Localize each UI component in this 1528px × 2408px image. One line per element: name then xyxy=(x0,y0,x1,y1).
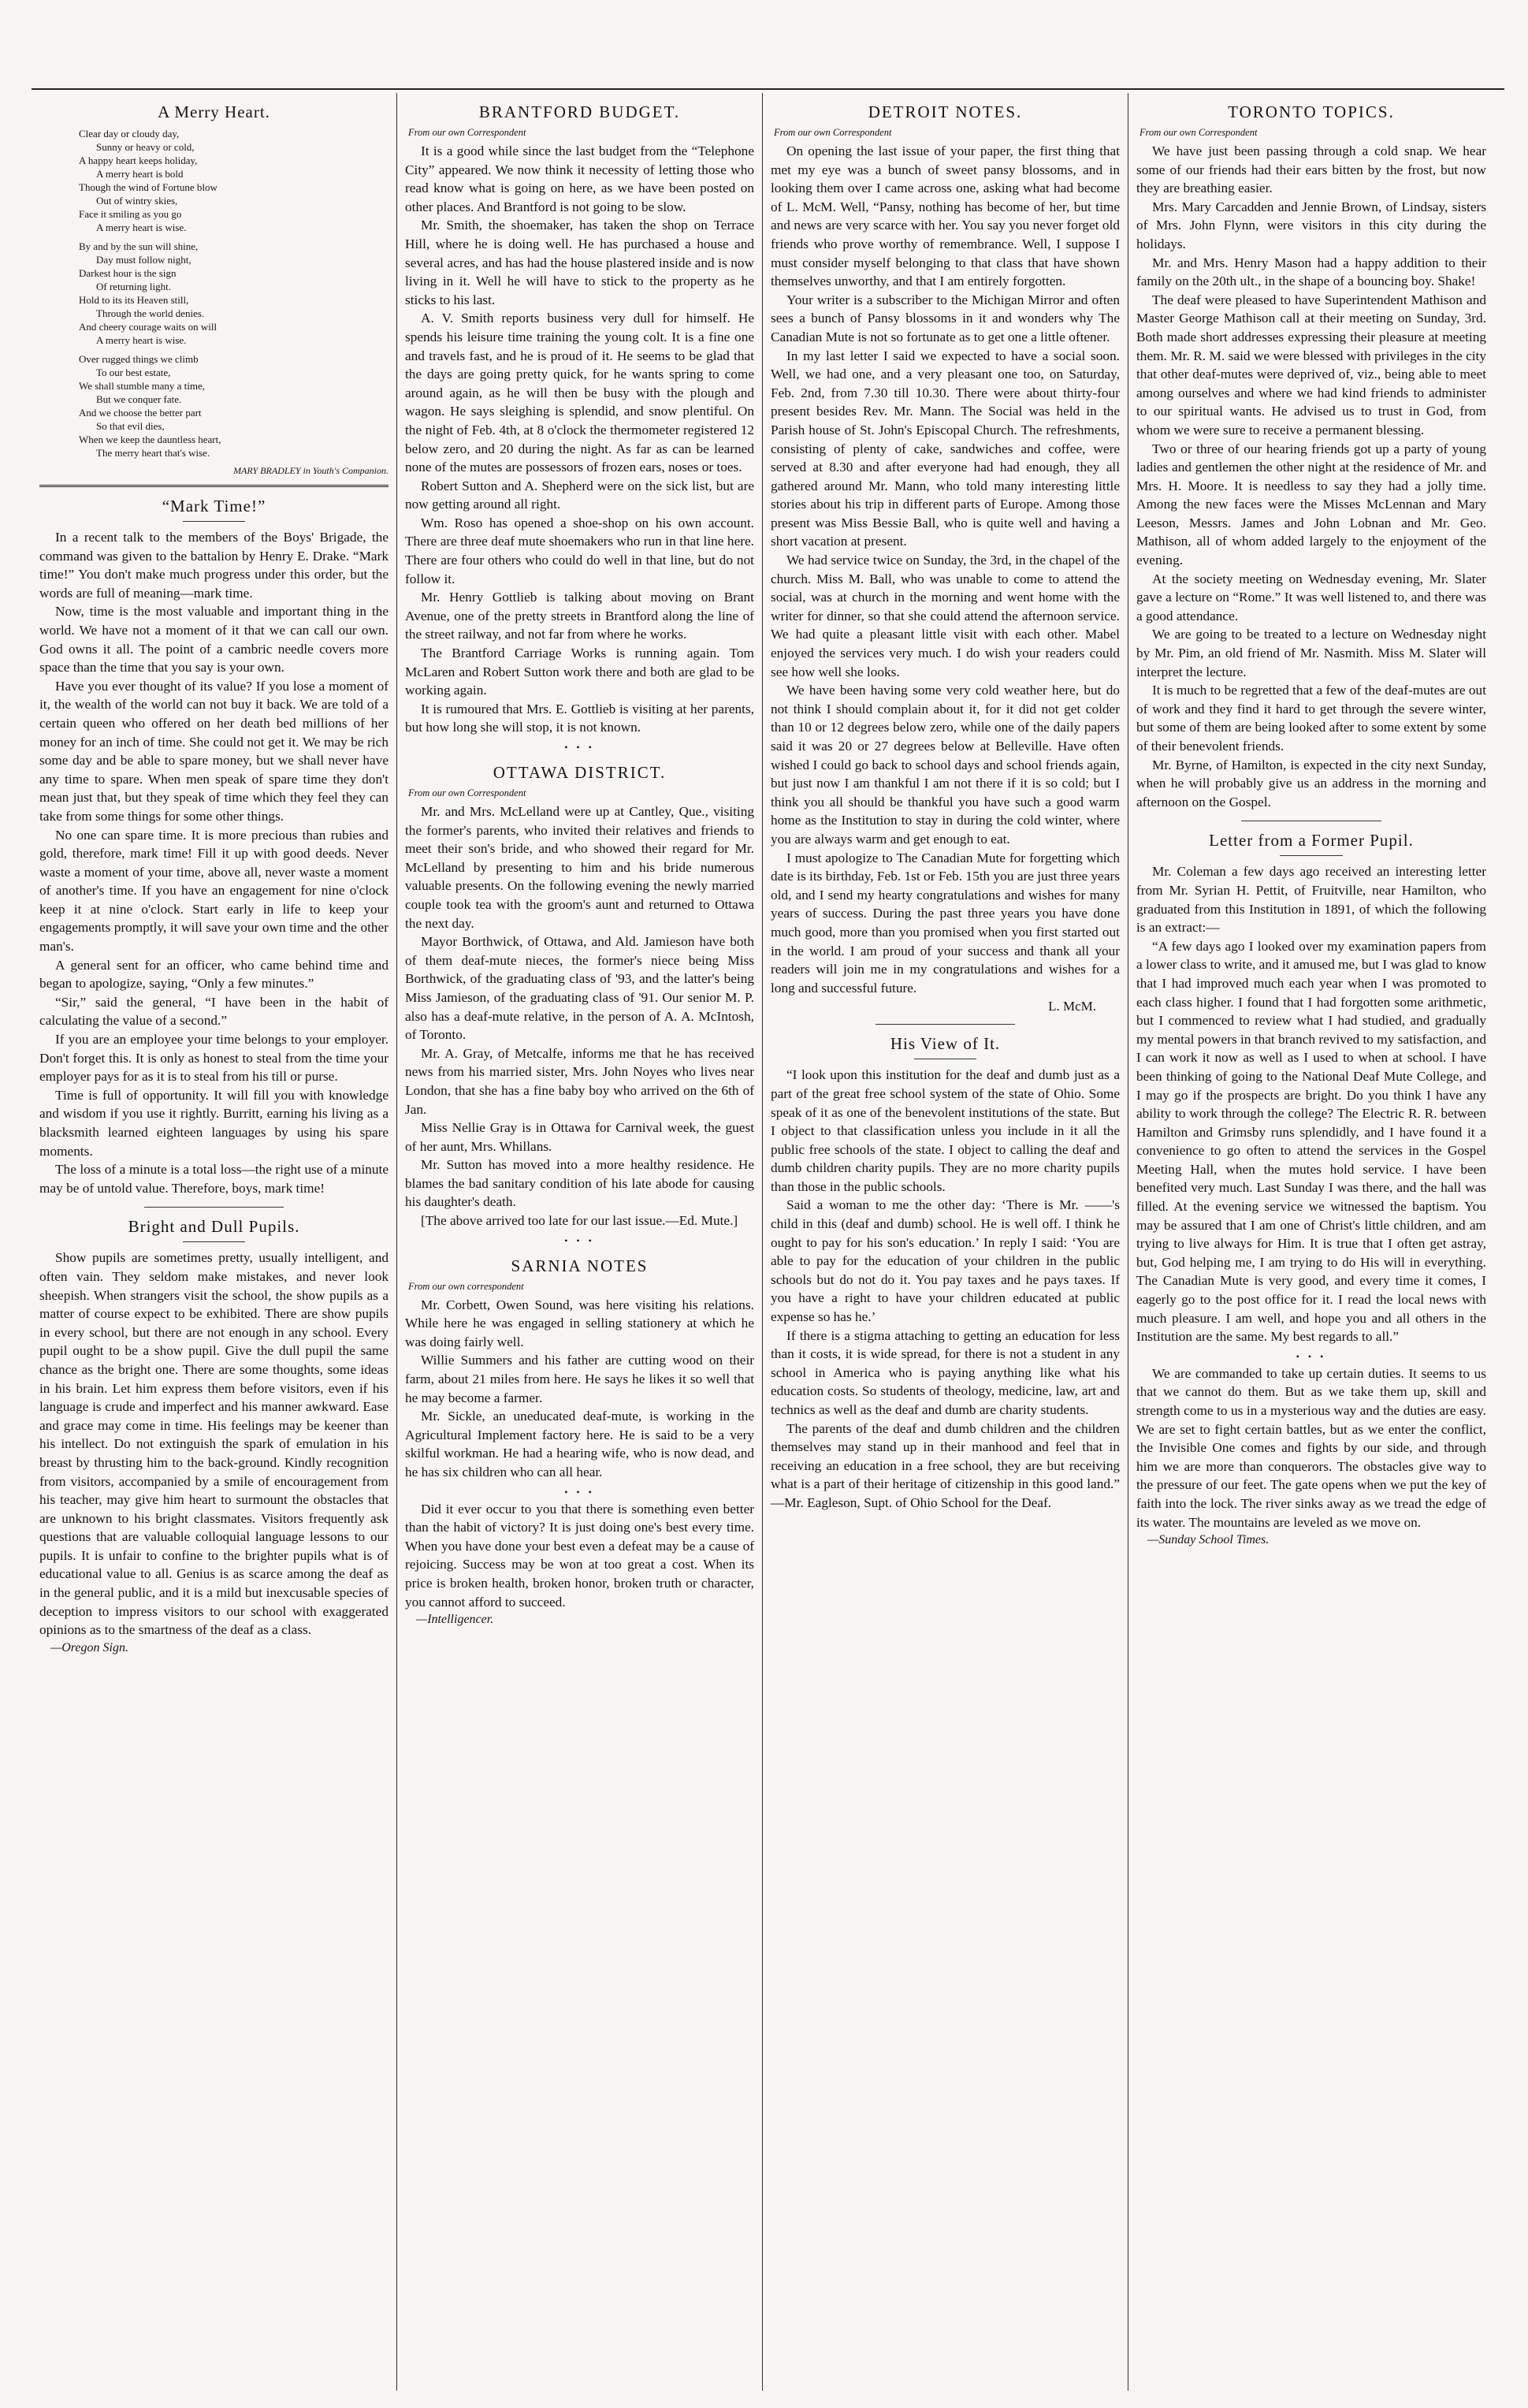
detroit-title: DETROIT NOTES. xyxy=(868,102,1023,121)
paragraph: Mr. Sickle, an uneducated deaf-mute, is working in the Agricultural Implement factory here. He is said to be a very skilful workman. He had a hearing wife, who is now dead, and he has six children who can all hear. xyxy=(405,1409,754,1479)
signature: L. McM. xyxy=(1048,999,1096,1014)
merry-heart-title: A Merry Heart. xyxy=(158,102,270,121)
source-credit: —Oregon Sign. xyxy=(50,1640,128,1654)
brantford-title: BRANTFORD BUDGET. xyxy=(478,102,681,121)
ornament: • • • xyxy=(564,1234,595,1246)
paragraph: Wm. Roso has opened a shoe-shop on his own account. There are three deaf mute shoemakers who run in that line here. There are four others who could do well in that line, but do not follow it. xyxy=(405,515,754,586)
paragraph: “Sir,” said the general, “I have been in the habit of calculating the value of a second.” xyxy=(39,994,389,1029)
byline: From our own Correspondent xyxy=(1139,127,1258,138)
source-credit: —Intelligencer. xyxy=(416,1613,494,1627)
paragraph: We had service twice on Sunday, the 3rd, in the chapel of the church. Miss M. Ball, who was unable to come to attend the social, was at church in the morning and went home with the writer for dinner, so that she could attend the afternoon service. We had quite a pleasant little visit with each other. Mabel enjoyed the services very much. I do wish your readers could see how well she looks. xyxy=(771,553,1120,679)
poem-line: So that evil dies, xyxy=(96,420,165,432)
column-4 xyxy=(1128,93,1494,2391)
paragraph: Miss Nellie Gray is in Ottawa for Carnival week, the guest of her aunt, Mrs. Whillans. xyxy=(405,1120,754,1154)
toronto-title: TORONTO TOPICS. xyxy=(1228,102,1395,121)
paragraph: The deaf were pleased to have Superintendent Mathison and Master George Mathison call at their meeting on Sunday, 3rd. Both made short addresses expressing their pleasure at meeting them. Mr. R. M. said we were blessed with privileges in the city that other deaf-mutes were deprived of, viz., being able to meet among ourselves and where we had kind friends to administer to our spiritual wants. He advised us to trust in God, from whom we were sure to receive a permanent blessing. xyxy=(1136,292,1486,437)
paragraph: We have been having some very cold weather here, but do not think I should complain about it, for it did not get colder than 10 or 12 degrees below zero, while one of the daily papers said it was 20 or 27 degrees below at Belleville. Have often wished I could go back to school days and school friends again, but just now I am thankful I am not there if it is so cold; but I think you all should be thankful you have such a good warm home as the Institution to stay in during the cold winter, where you are always warm and get enough to eat. xyxy=(771,683,1120,847)
paragraph: In my last letter I said we expected to have a social soon. Well, we had one, and a very pleasant one too, on Saturday, Feb. 2nd, from 7.30 till 10.30. There were about thirty-four present besides Rev. Mr. Mann. The Social was held in the Parish house of St. John's Episcopal Church. The refreshments, consisting of plenty of cake, sandwiches and coffee, were served at 8.30 and after everyone had had enough, they all gathered around Mr. Mann, who told many interesting little stories about his trip in different parts of Europe. Among those present was Miss Bessie Ball, who is quite well and having a short vacation at present. xyxy=(771,348,1120,549)
paragraph: We are commanded to take up certain duties. It seems to us that we cannot do them. But as we take them up, skill and strength come to us in a mysterious way and the duties are easy. We are set to fight certain battles, but as we enter the conflict, the Invisible One comes and fights by our side, and through him we are more than conquerors. The obstacles give way to the pressure of our feet. The gate opens when we put the key of faith into the lock. The river sinks away as we tread the edge of its water. The mountains are leveled as we move on. xyxy=(1136,1365,1486,1530)
paragraph: The loss of a minute is a total loss—the right use of a minute may be of untold value. Therefore, boys, mark time! xyxy=(39,1162,389,1196)
byline: From our own Correspondent xyxy=(408,787,526,798)
paragraph: “I look upon this institution for the deaf and dumb just as a part of the great free school system of the state of Ohio. Some speak of it as one of the benevolent institutions of the state. But I object to that classification unless you include in it all the public free schools of the state. I object to calling the deaf and dumb children charity pupils. They are no more charity pupils than those in the public schools. xyxy=(771,1067,1120,1194)
poem-stanza-2 xyxy=(79,240,389,347)
mark-time-title: “Mark Time!” xyxy=(162,497,266,515)
column-container xyxy=(32,93,1508,2391)
poem-line: A merry heart is wise. xyxy=(96,334,187,346)
paragraph: Mr. Henry Gottlieb is talking about moving on Brant Avenue, one of the pretty streets in Brantford along the line of the street railway, and not far from where he works. xyxy=(405,590,754,642)
poem-line: To our best estate, xyxy=(96,367,171,378)
column-1 xyxy=(32,93,397,2391)
paragraph: If you are an employee your time belongs to your employer. Don't forget this. It is only as honest to steal from the time your employer pays for as it is to steal from his till or purse. xyxy=(39,1032,389,1085)
byline: From our own correspondent xyxy=(408,1280,524,1292)
poem-line: A merry heart is wise. xyxy=(96,221,187,233)
poem-line: When we keep the dauntless heart, xyxy=(79,434,221,445)
column-2 xyxy=(397,93,763,2391)
his-view-title: His View of It. xyxy=(890,1034,1001,1054)
poem-line: Face it smiling as you go xyxy=(79,208,182,220)
poem-attribution: MARY BRADLEY in Youth's Companion. xyxy=(233,465,389,476)
poem-line: Darkest hour is the sign xyxy=(79,267,177,279)
paragraph: Mr. Coleman a few days ago received an interesting letter from Mr. Syrian H. Pettit, of Fruitville, near Hamilton, who graduated from this Institution in 1891, of which the following is an extract:— xyxy=(1136,864,1486,936)
paragraph: Robert Sutton and A. Shepherd were on the sick list, but are now getting around all right. xyxy=(405,478,754,512)
source-credit: —Sunday School Times. xyxy=(1147,1533,1270,1547)
column-3 xyxy=(763,93,1128,2391)
poem-line: And we choose the better part xyxy=(79,407,202,419)
paragraph: We are going to be treated to a lecture on Wednesday night by Mr. Pim, an old friend of Mr. Nasmith. Miss M. Slater will interpret the lecture. xyxy=(1136,627,1486,679)
paragraph: The Brantford Carriage Works is running again. Tom McLaren and Robert Sutton work there and both are glad to be working again. xyxy=(405,646,754,698)
poem-line: Out of wintry skies, xyxy=(96,195,178,207)
poem-stanza-3 xyxy=(79,352,389,460)
paragraph: Mrs. Mary Carcadden and Jennie Brown, of Lindsay, sisters of Mrs. John Flynn, were visitors in this city during the holidays. xyxy=(1136,199,1486,251)
paragraph: No one can spare time. It is more precious than rubies and gold, therefore, mark time! Fill it up with good deeds. Never waste a moment of your time, above all, never waste a moment of another's time. If you have an engagement for nine o'clock keep it at nine o'clock. Start early in life to keep your engagements promptly, it will save your own time and the other man's. xyxy=(39,827,389,955)
poem-stanza-1 xyxy=(79,127,389,234)
divider xyxy=(144,1207,284,1208)
paragraph: Two or three of our hearing friends got up a party of young ladies and gentlemen the other night at the residence of Mr. and Mrs. H. Moore. It is needless to say they had a jolly time. Among the new faces were the Misses McLennan and Mary Leeson, Messrs. James and John Lobnan and Mr. Geo. Mathison, all of whom added largely to the enjoyment of the evening. xyxy=(1136,441,1486,568)
poem-line: Over rugged things we climb xyxy=(79,353,199,365)
paragraph: Mr. Corbett, Owen Sound, was here visiting his relations. While here he was engaged in selling stationery at which he was doing fairly well. xyxy=(405,1297,754,1349)
paragraph: A. V. Smith reports business very dull for himself. He spends his leisure time training the young colt. It is a fine one and travels fast, and he is proud of it. He seems to be glad that the days are going pretty quick, for he wants spring to come around again, as he will then be busy with the plough and wagon. He says sleighing is splendid, and snow plentiful. On the night of Feb. 4th, at 8 o'clock the thermometer registered 12 below zero, and 20 during the night. As far as can be learned none of the mutes are possessors of frozen ears, noses or toes. xyxy=(405,311,754,475)
paragraph: Did it ever occur to you that there is something even better than the habit of victory? It is just doing one's best every time. When you have done your best even a defeat may be a cause of rejoicing. Success may be won at too great a cost. When its price is broken health, broken honor, broken truth or character, you cannot afford to succeed. xyxy=(405,1501,754,1610)
paragraph: Show pupils are sometimes pretty, usually intelligent, and often vain. They seldom make mistakes, and never look sheepish. When strangers visit the school, the show pupils as a matter of course expect to be exhibited. There are show pupils in every school, but there are not enough in any school. Every pupil ought to be a show pupil. Give the dull pupil the same chance as the bright one. There are some thoughts, some ideas in his brain. Let him express them before visitors, even if his language is crude and imperfect and his manner awkward. Ease and grace may come in time. His feelings may be keener than his intellect. Do not extinguish the spark of emulation in his breast by thrusting him to the back-ground. Kindly recognition from visitors, accompanied by a smile of encouragement from his teacher, may give him heart to surmount the obstacles that are unknown to his bright classmates. Visitors frequently ask questions that are valuable colloquial language lessons to our pupils. It is unfair to confine to the brighter pupils what is of educational value to all. Genius is as scarce among the deaf as in the general public, and it is a mild but inexcusable species of deception to impress visitors to our school with exaggerated opinions as to the smartness of the deaf as a class. xyxy=(39,1250,389,1638)
section-rule xyxy=(39,485,389,487)
divider xyxy=(876,1024,1015,1025)
ornament: • • • xyxy=(564,742,595,753)
paragraph: It is rumoured that Mrs. E. Gottlieb is visiting at her parents, but how long she will stop, it is not known. xyxy=(405,701,754,735)
poem-line: Day must follow night, xyxy=(96,254,191,266)
poem-line: The merry heart that's wise. xyxy=(96,447,210,459)
paragraph: The parents of the deaf and dumb children and the children themselves may stand up in their manhood and feel that in receiving an education in a free school, they are but receiving what is a part of their heritage of citizenship in this good land.” —Mr. Eagleson, Supt. of Ohio School for the Deaf. xyxy=(771,1420,1120,1510)
paragraph: Have you ever thought of its value? If you lose a moment of it, the wealth of the world can not buy it back. We are told of a certain queen who offered on her death bed millions of her money for an inch of time. She could not get it. We may be rich some day and be able to spare money, but we shall never have any time to spare. When men speak of spare time they don't mean just that, but they speak of time which they feel they can take from some things for some other things. xyxy=(39,678,389,824)
paragraph: Willie Summers and his father are cutting wood on their farm, about 21 miles from here. He says he likes it so well that he may become a farmer. xyxy=(405,1353,754,1405)
paragraph: We have just been passing through a cold snap. We hear some of our friends had their ears bitten by the frost, but now they are breathing easier. xyxy=(1136,143,1486,196)
paragraph: Mr. and Mrs. McLelland were up at Cantley, Que., visiting the former's parents, who invited their relatives and friends to meet their son's bride, and who showed their regard for Mr. McLelland by presenting to him and his bride numerous valuable presents. On the following evening the newly married couple took tea with the groom's aunt and returned to Ottawa the next day. xyxy=(405,804,754,931)
title-underline xyxy=(183,1241,246,1242)
paragraph: Mr. and Mrs. Henry Mason had a happy addition to their family on the 20th ult., in the shape of a bouncing boy. Shake! xyxy=(1136,255,1486,289)
bright-pupils-title: Bright and Dull Pupils. xyxy=(128,1217,300,1237)
paragraph: On opening the last issue of your paper, the first thing that met my eye was a bunch of sweet pansy blossoms, and in looking them over I came across one, asking what had become of L. McM. Well, “Pansy, nothing has become of her, but time and news are very scarce with her. You say you never forget old friends who prove worthy of remembrance. Well, I suppose I must consider myself belonging to that class that have shown themselves unworthy, and that I am entirely forgotten. xyxy=(771,143,1120,289)
letter-title: Letter from a Former Pupil. xyxy=(1209,831,1414,850)
top-rule xyxy=(32,88,1504,90)
paragraph: Mr. A. Gray, of Metcalfe, informs me that he has received news from his married sister, Mrs. John Noyes who lives near London, that she has a fine baby boy who arrived on the 6th of Jan. xyxy=(405,1045,754,1117)
poem-line: Through the world denies. xyxy=(96,307,205,319)
poem-line: And cheery courage waits on will xyxy=(79,321,217,333)
paragraph: Time is full of opportunity. It will fill you with knowledge and wisdom if you use it rightly. Burritt, earning his living as a blacksmith learned eighteen languages by using his spare moments. xyxy=(39,1087,389,1159)
byline: From our own Correspondent xyxy=(774,127,892,138)
merry-heart-poem xyxy=(39,127,389,460)
paragraph: Mr. Sutton has moved into a more healthy residence. He blames the bad sanitary condition of his late abode for causing his daughter's death. xyxy=(405,1157,754,1210)
paragraph: Now, time is the most valuable and important thing in the world. We have not a moment of it that we can call our own. God owns it all. The point of a cambric needle covers more space than the time that you say is your own. xyxy=(39,604,389,676)
poem-line: By and by the sun will shine, xyxy=(79,240,199,252)
paragraph: [The above arrived too late for our last issue.—Ed. Mute.] xyxy=(421,1213,738,1229)
poem-line: A happy heart keeps holiday, xyxy=(79,154,198,166)
paragraph: Mr. Smith, the shoemaker, has taken the shop on Terrace Hill, where he is doing well. He has purchased a house and several acres, and has had the house plastered inside and is now living in it. Well he will have to stick to the property as he sticks to his last. xyxy=(405,218,754,307)
paragraph: Said a woman to me the other day: ‘There is Mr. ——'s child in this (deaf and dumb) school. He is well off. I think he ought to pay for his son's education.’ In reply I said: ‘You are able to pay for the education of your children in the public schools but do not do it. You pay taxes and he pays taxes. If you have a right to have your children educated at public expense so has he.’ xyxy=(771,1197,1120,1325)
poem-line: A merry heart is bold xyxy=(96,168,184,180)
paragraph: Mr. Byrne, of Hamilton, is expected in the city next Sunday, when he will probably give us an address in the morning and afternoon on the Gospel. xyxy=(1136,757,1486,809)
paragraph: I must apologize to The Canadian Mute for forgetting which date is its birthday, Feb. 1st or Feb. 15th you are just three years old, and I send my hearty congratulations and wishes for many years of success. During the past three years you have done much good, more than you promised when you first started out in the world. I am proud of your success and thank all your readers will join me in my congratulations and wishes for a long and successful future. xyxy=(771,850,1120,996)
paragraph: It is a good while since the last budget from the “Telephone City” appeared. We now think it necessity of letting those who read know what is going on here, as we have been posted on other places. And Brantford is not going to be slow. xyxy=(405,143,754,214)
title-underline xyxy=(183,521,246,522)
poem-line: Of returning light. xyxy=(96,281,171,292)
ornament: • • • xyxy=(564,1486,595,1498)
poem-line: But we conquer fate. xyxy=(96,393,182,405)
poem-line: Though the wind of Fortune blow xyxy=(79,181,217,193)
paragraph: At the society meeting on Wednesday evening, Mr. Slater gave a lecture on “Rome.” It was well listened to, and there was a good attendance. xyxy=(1136,571,1486,623)
sarnia-title: SARNIA NOTES xyxy=(511,1256,649,1275)
paragraph: It is much to be regretted that a few of the deaf-mutes are out of work and they find it hard to get through the severe winter, but some of them are being looked after to some extent by some of their benevolent friends. xyxy=(1136,683,1486,754)
poem-line: We shall stumble many a time, xyxy=(79,380,205,392)
byline: From our own Correspondent xyxy=(408,127,526,138)
poem-line: Hold to its its Heaven still, xyxy=(79,294,189,306)
poem-line: Sunny or heavy or cold, xyxy=(96,141,195,153)
paragraph: Your writer is a subscriber to the Michigan Mirror and often sees a bunch of Pansy blossoms in it and wonders why The Canadian Mute is not so fortunate as to get one a little oftener. xyxy=(771,292,1120,344)
title-underline xyxy=(1280,855,1343,856)
ottawa-title: OTTAWA DISTRICT. xyxy=(493,763,667,782)
paragraph: If there is a stigma attaching to getting an education for less than it costs, it is wide spread, for there is not a student in any school in America who is paying anything like what his education costs. So students of theology, medicine, law, art and technics as well as the deaf and dumb are charity students. xyxy=(771,1327,1120,1417)
paragraph: “A few days ago I looked over my examination papers from a lower class to write, and it amused me, but I was glad to know that I had improved much each year when I was promoted to each class higher. I found that I had forgotten some arithmetic, but I commenced to review what I had studied, and gradually my mental powers in that branch revived to my satisfaction, and I can work it now as well as I used to when at school. I have been thinking of going to the National Deaf Mute College, and I may go if the prospects are bright. Do you think I have any ability to work through the college? The Electric R. R. between Hamilton and Grimsby runs splendidly, and I have found it a convenience to go often to attend the services in the Gospel Meeting Hall, when the mutes hold service. I have been benefited very much. Last Sunday I was there, and the hall was filled. At the evening service we witnessed the baptism. You may be assured that I am one of Christ's little children, and am trying to live always for Him. It is true that I often get astray, but, God helping me, I am trying to do His will in everything. The Canadian Mute is very good, and every time it comes, I eagerly go to the post office for it. I read the local news with much pleasure. I am well, and hope you and all others in the Institution are the same. My best regards to all.” xyxy=(1136,938,1486,1345)
paragraph: Mayor Borthwick, of Ottawa, and Ald. Jamieson have both of them deaf-mute nieces, the former's niece being Miss Borthwick, of the graduating class of '93, and the latter's being Miss Jamieson, of the graduating class of '91. Our senior M. P. also has a deaf-mute relative, in the person of A. A. McIntosh, of Toronto. xyxy=(405,934,754,1043)
ornament: • • • xyxy=(1296,1350,1327,1362)
paragraph: A general sent for an officer, who came behind time and began to apologize, saying, “Only a few minutes.” xyxy=(39,957,389,992)
poem-line: Clear day or cloudy day, xyxy=(79,128,180,140)
paragraph: In a recent talk to the members of the Boys' Brigade, the command was given to the battalion by Henry E. Drake. “Mark time!” You don't make much progress under this order, but the words are full of meaning—mark time. xyxy=(39,530,389,601)
